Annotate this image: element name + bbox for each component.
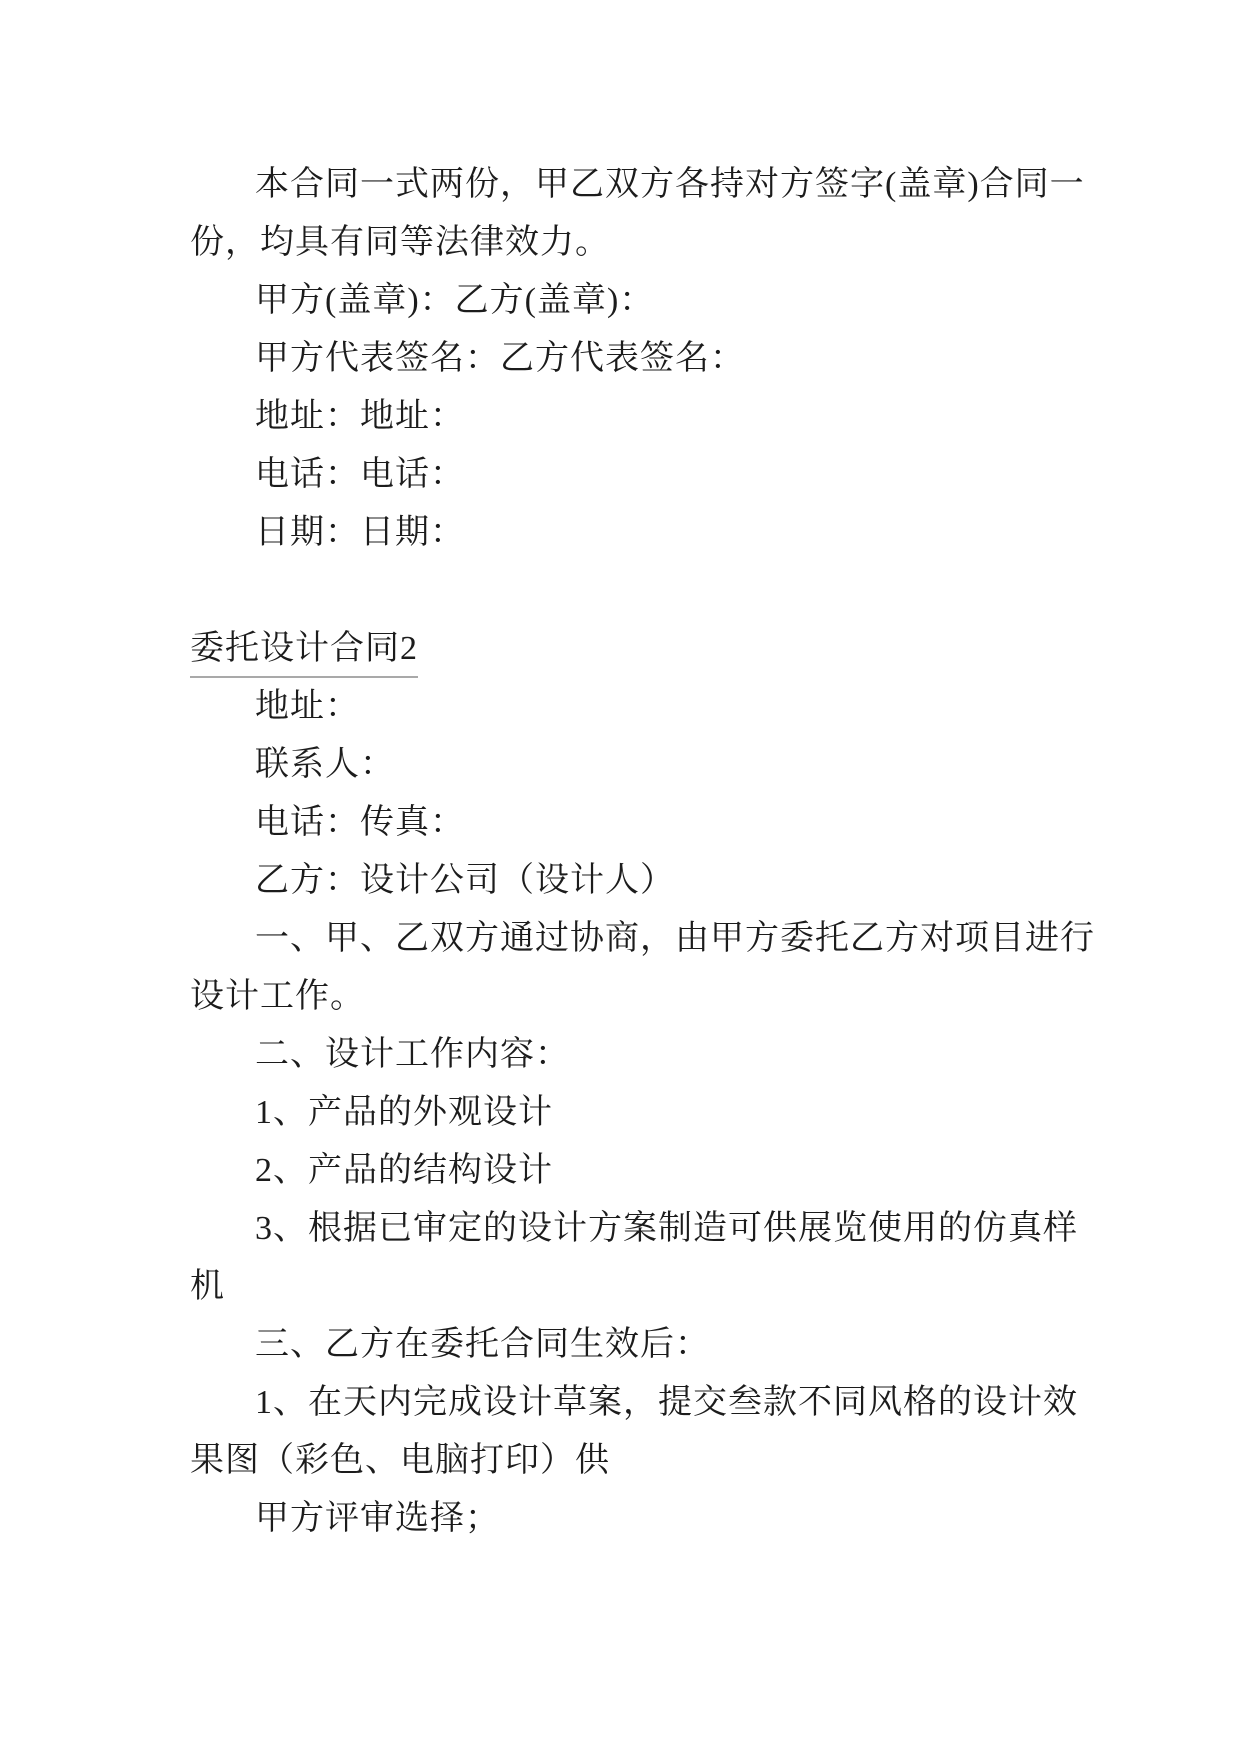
contract-heading-text: 委托设计合同2 (190, 623, 418, 678)
contract-text-line: 1、产品的外观设计 (255, 1094, 553, 1131)
contract-text-line: 2、产品的结构设计 (255, 1152, 553, 1189)
contract-text-line: 3、根据已审定的设计方案制造可供展览使用的仿真样 (255, 1210, 1078, 1247)
blank-line (190, 562, 1086, 620)
contract-text-line: 电话：传真： (255, 804, 465, 841)
contract-text-line: 乙方：设计公司（设计人） (255, 862, 675, 899)
contract-text-line: 二、设计工作内容： (255, 1036, 570, 1073)
contract-text-line: 甲方评审选择； (255, 1500, 500, 1537)
contract-text-line: 1、在天内完成设计草案，提交叁款不同风格的设计效 (255, 1384, 1078, 1421)
contract-text-line: 设计工作。 (190, 978, 365, 1015)
contract-text-line: 果图（彩色、电脑打印）供 (190, 1442, 610, 1479)
contract-text-line: 联系人： (255, 746, 395, 783)
contract-text-line: 电话：电话： (255, 456, 465, 493)
contract-text-line: 份，均具有同等法律效力。 (190, 224, 610, 261)
contract-text-line: 甲方代表签名：乙方代表签名： (255, 340, 745, 377)
contract-text-line: 本合同一式两份，甲乙双方各持对方签字(盖章)合同一 (255, 166, 1085, 203)
contract-text-line: 地址：地址： (255, 398, 465, 435)
contract-text-line: 机 (190, 1268, 225, 1305)
contract-heading (190, 620, 1086, 678)
contract-text-line: 地址： (255, 688, 360, 725)
contract-text-line: 日期：日期： (255, 514, 465, 551)
contract-text-line: 甲方(盖章)：乙方(盖章)： (255, 282, 655, 319)
contract-text-block (190, 156, 1095, 1548)
contract-text-line: 三、乙方在委托合同生效后： (255, 1326, 710, 1363)
contract-text-line: 一、甲、乙双方通过协商，由甲方委托乙方对项目进行 (255, 920, 1095, 957)
